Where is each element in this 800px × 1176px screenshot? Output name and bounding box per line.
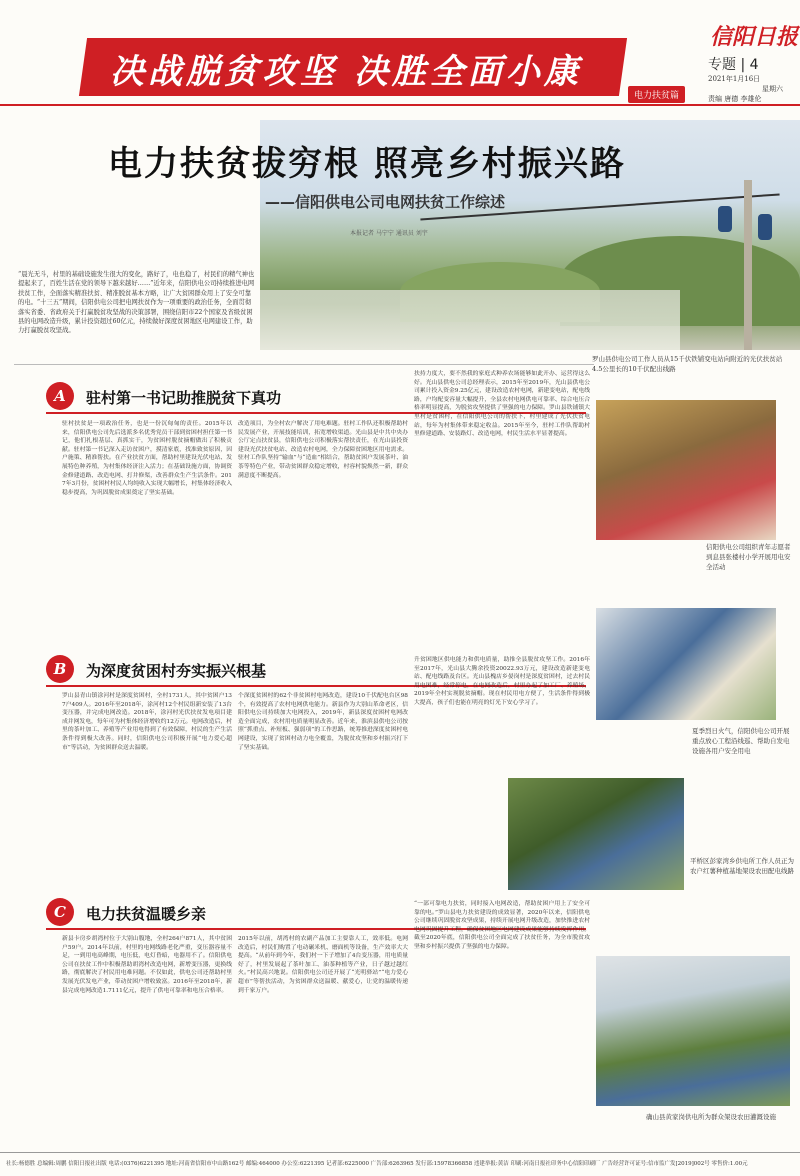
banner-slogan: 决战脱贫攻坚 决胜全面小康	[110, 52, 582, 92]
photo-volunteers	[596, 400, 776, 540]
masthead-rule	[0, 104, 800, 106]
photo-irrigation	[596, 956, 790, 1106]
section-column: 新县卡房乡胡湾村位于大别山腹地，全村264户871人，其中贫困户59户。2014年以前，村里的电网线路老化严重，变压器容量不足，一到用电高峰期，电压低，电灯昏暗，电器用不了。信阳供电公司在扶贫工作中积极帮助胡湾村改造电网，新增变压器，更换线路，彻底解决了村民用电难问题。不仅如此，供电公司还帮助村里发展光伏发电产业，带动贫困户增收致富。2016年至2018年，新县完成电网改造1.7111亿元，提升了供电可靠率和电压合格率。	[62, 936, 232, 994]
editors: 责编 唐德 李雄伦	[708, 95, 762, 103]
section-badge: B	[46, 655, 74, 683]
hero-water	[260, 290, 680, 350]
article-subhead: ——信阳供电公司电网扶贫工作综述	[265, 193, 506, 211]
photo-field-line	[508, 778, 684, 890]
page-footer: 社长:杨德胜 总编辑:周鹏 信阳日报社出版 电话:(0376)6221395 地址:河南省信阳市中山路162号 邮编:464000 办公室:6221395 记者部:6225000 广告部:6263965 发行部:15978366858 违建举报:黄洁 印刷:河南日报社印务中心信阳印刷厂 广告经营许可证号:信市监广发[2019]002号 零售价:1.00元	[0, 1152, 800, 1176]
section-column: 驻村扶贫是一项政治任务，也是一份沉甸甸的责任。2015年以来，信阳供电公司先后选派多名优秀党员干部到贫困村担任第一书记，他们扎根基层、真抓实干，为贫困村脱贫摘帽做出了积极贡献。驻村第一书记深入走访贫困户，摸清家底，找准致贫原因，因户施策、精准帮扶。在产业扶贫方面，帮助村里建设光伏电站、发展特色种养殖，为村集体经济注入活力；在基础设施方面，协调资金修建道路、改造电网、打井修渠，改善群众生产生活条件。2017年3月份，贫困村村民人均纯收入实现大幅增长，村集体经济收入稳步提高，为巩固脱贫成果奠定了坚实基础。	[62, 421, 232, 496]
photo-caption: 信阳供电公司组织青年志愿者到息县张楼村小学开展用电安全活动	[706, 543, 791, 571]
hero-caption: 罗山县供电公司工作人员从15千伏铁铺变电站向附近的光伏扶贫站4.5公里长的10千伏配出线路	[592, 355, 783, 373]
section-label: 专题 | 4	[708, 57, 759, 73]
newspaper-logo: 信阳日报	[710, 25, 799, 50]
lineman-figure	[758, 214, 772, 240]
photo-inspection	[596, 608, 776, 720]
section-title: 电力扶贫温暖乡亲	[86, 905, 207, 923]
photo-caption: 确山县黄家岗供电所为群众架设农田灌溉设施	[646, 1113, 776, 1121]
intro-divider	[14, 364, 594, 365]
section-column: 个深度贫困村的62个非贫困村电网改造，建设10千伏配电台区98个，有效提高了农村电网供电能力。新县作为大别山革命老区，信阳供电公司持续加大电网投入，2019年，新县深度贫困村电网改造全面完成，农村用电质量明显改善。近年来，淮滨县供电公司按照“抓重点、补短板、强弱项”的工作思路，统筹推进深度贫困村电网建设，实现了贫困村动力电全覆盖，为脱贫攻坚和乡村振兴打下了坚实基础。	[238, 693, 408, 751]
section-column: 扶持力度大，要不然我的家庭式种养农场能够如此开办、运营得这么好。光山县供电公司总经理表示，2015年至2019年，光山县供电公司累计投入资金9.25亿元，建设改造农村电网，新建变电站，配电线路，户均配变容量大幅提升，全县农村电网供电可靠率、综合电压合格率明显提高，为脱贫攻坚提供了坚强的电力保障。罗山县铁铺镇大里村是贫困村，在信阳供电公司的帮扶下，村里建成了光伏扶贫电站，每年为村集体带来稳定收益。2015年至今，驻村工作队帮助村里修建道路、安装路灯、改造电网，村民生活水平显著提高。	[414, 371, 590, 438]
article-intro: “晨光无斗，村里的基础设施发生很大的变化，路好了，电也稳了，村民们的精气神也提起来了，百姓生活在党的领导下越来越好……”近年来，信阳供电公司持续推进电网扶贫工作，全面落实精准扶贫、精准脱贫基本方略，让广大贫困群众用上了安全可靠的电。“十三五”期间，信阳供电公司把电网扶贫作为一项重要的政治任务，全面贯彻落实省委、省政府关于打赢脱贫攻坚战的决策部署，围绕信阳市22个国家及省级贫困县的电网改造升级，累计投资超过60亿元，持续做好深度贫困地区电网建设工作，助力打赢脱贫攻坚战。	[18, 271, 255, 335]
section-column: 升贫困地区供电能力和供电质量，助推全县脱贫攻坚工作。2016年至2017年，光山县大腾余投资20022.93万元，建设改造新建变电站、配电线路及台区。光山县槐店乡晏岗村是深度贫困村，过去村民用电困难，经常停电，在电网改造后，村里办起了加工厂、养殖场，2019年全村实现脱贫摘帽。现在村民用电方便了，生活条件得到极大提高，孩子们也能在明亮的灯光下安心学习了。	[414, 657, 590, 706]
lineman-figure	[718, 206, 732, 232]
article-headline: 电力扶贫拔穷根 照亮乡村振兴路	[108, 144, 626, 184]
issue-date: 2021年1月16日	[708, 75, 761, 83]
utility-pole	[744, 180, 752, 350]
masthead	[0, 0, 800, 102]
section-title: 驻村第一书记助推脱贫下真功	[86, 389, 282, 407]
article-byline: 本报记者 马宁宁 通讯员 刘宇	[350, 230, 428, 237]
photo-caption: 平桥区彭家湾乡供电所工作人员正为农户红薯种植基地架设农田配电线路	[690, 857, 794, 875]
section-badge: A	[46, 382, 74, 410]
section-column: 2015年以前，胡湾村的农副产品加工主要靠人工，效率低。电网改造后，村民们购置了电动碾米机、磨面机等设备，生产效率大大提高。“从前年到今年，我们村一下子增加了4台变压器，用电质量好了，村里发展起了茶叶加工、油茶种植等产业，日子越过越红火。”村民高兴地说。信阳供电公司还开展了“光明驿站”“电力爱心超市”等帮扶活动，为贫困群众送温暖、献爱心，让党的温暖传递到千家万户。	[238, 936, 408, 994]
section-column: 罗山县青山镇涂河村是深度贫困村，全村1731人，其中贫困户137户409人。2016年至2018年，涂河村12个村民组新安装了13台变压器，并完成电网改造。2018年，涂河村光伏扶贫发电项目建成并网发电，每年可为村集体经济增收约12万元。电网改造后，村里的茶叶加工、养殖等产业用电得到了有效保障，村民的生产生活条件得到极大改善。同时，信阳供电公司积极开展“电力爱心超市”等活动，为贫困群众送去温暖。	[62, 693, 232, 751]
section-column: 改造项目，为全村农户解决了用电难题。驻村工作队还积极帮助村民发展产业，开展技能培训，拓宽增收渠道。光山县是中共中央办公厅定点扶贫县，信阳供电公司积极落实帮扶责任，在光山县投资建设光伏扶贫电站、改造农村电网，全力保障贫困地区用电需求。驻村工作队坚持“输血”与“造血”相结合，帮助贫困户发展茶叶、油茶等特色产业，带动贫困群众稳定增收，村容村貌焕然一新，群众满意度不断提高。	[238, 421, 408, 479]
banner-tag: 电力扶贫篇	[628, 86, 685, 103]
photo-caption: 夏季烈日火气，信阳供电公司开展重点放心工程沿线巡、帮助自发电设施各用户安全用电	[692, 727, 790, 755]
section-column: “一部可靠电力扶贫，同时接入电网改造，帮助贫困户用上了安全可靠的电。”罗山县电力扶贫建设的成效显著，2020年以来，信阳供电公司继续巩固脱贫攻坚成果，持续开展电网升级改造，加快推进农村电网巩固提升工程，确保贫困地区电网建设成果能够持续发挥作用。截至2020年底，信阳供电公司全面完成了扶贫任务，为全市脱贫攻坚和乡村振兴提供了坚强的电力保障。	[414, 901, 590, 950]
section-title: 为深度贫困村夯实振兴根基	[86, 662, 267, 680]
issue-weekday: 星期六	[762, 85, 783, 93]
section-badge: C	[46, 898, 74, 926]
